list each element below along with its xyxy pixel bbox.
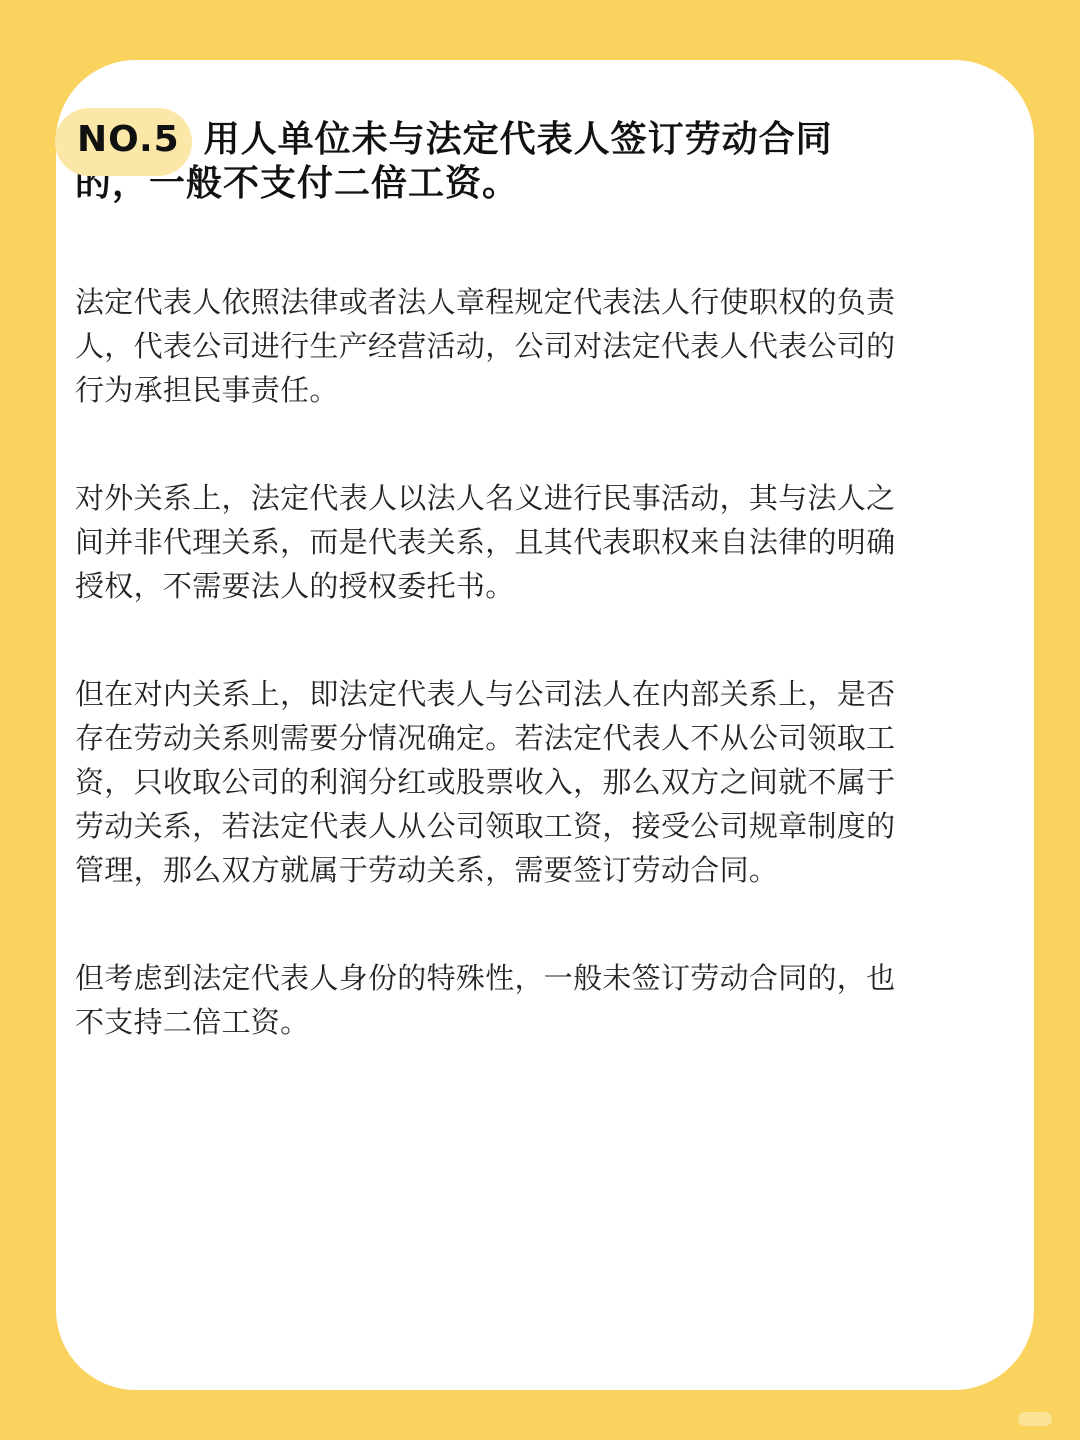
paragraph-2: 对外关系上，法定代表人以法人名义进行民事活动，其与法人之间并非代理关系，而是代表关系，且其代表职权来自法律的明确授权，不需要法人的授权委托书。 [75, 481, 896, 603]
article-body [75, 280, 905, 1108]
section-heading [75, 118, 905, 206]
watermark-mark [1018, 1412, 1052, 1426]
paragraph-3: 但在对内关系上，即法定代表人与公司法人在内部关系上，是否存在劳动关系则需要分情况确定。若法定代表人不从公司领取工资，只收取公司的利润分红或股票收入，那么双方之间就不属于劳动关系，若法定代表人从公司领取工资，接受公司规章制度的管理，那么双方就属于劳动关系，需要签订劳动合同。 [75, 677, 896, 887]
paragraph-4: 但考虑到法定代表人身份的特殊性，一般未签订劳动合同的，也不支持二倍工资。 [75, 961, 896, 1039]
paragraph-1: 法定代表人依照法律或者法人章程规定代表法人行使职权的负责人，代表公司进行生产经营活动，公司对法定代表人代表公司的行为承担民事责任。 [75, 285, 896, 407]
section-number-badge: NO.5 [75, 118, 198, 162]
section-title: 用人单位未与法定代表人签订劳动合同的，一般不支付二倍工资。 [75, 119, 833, 204]
